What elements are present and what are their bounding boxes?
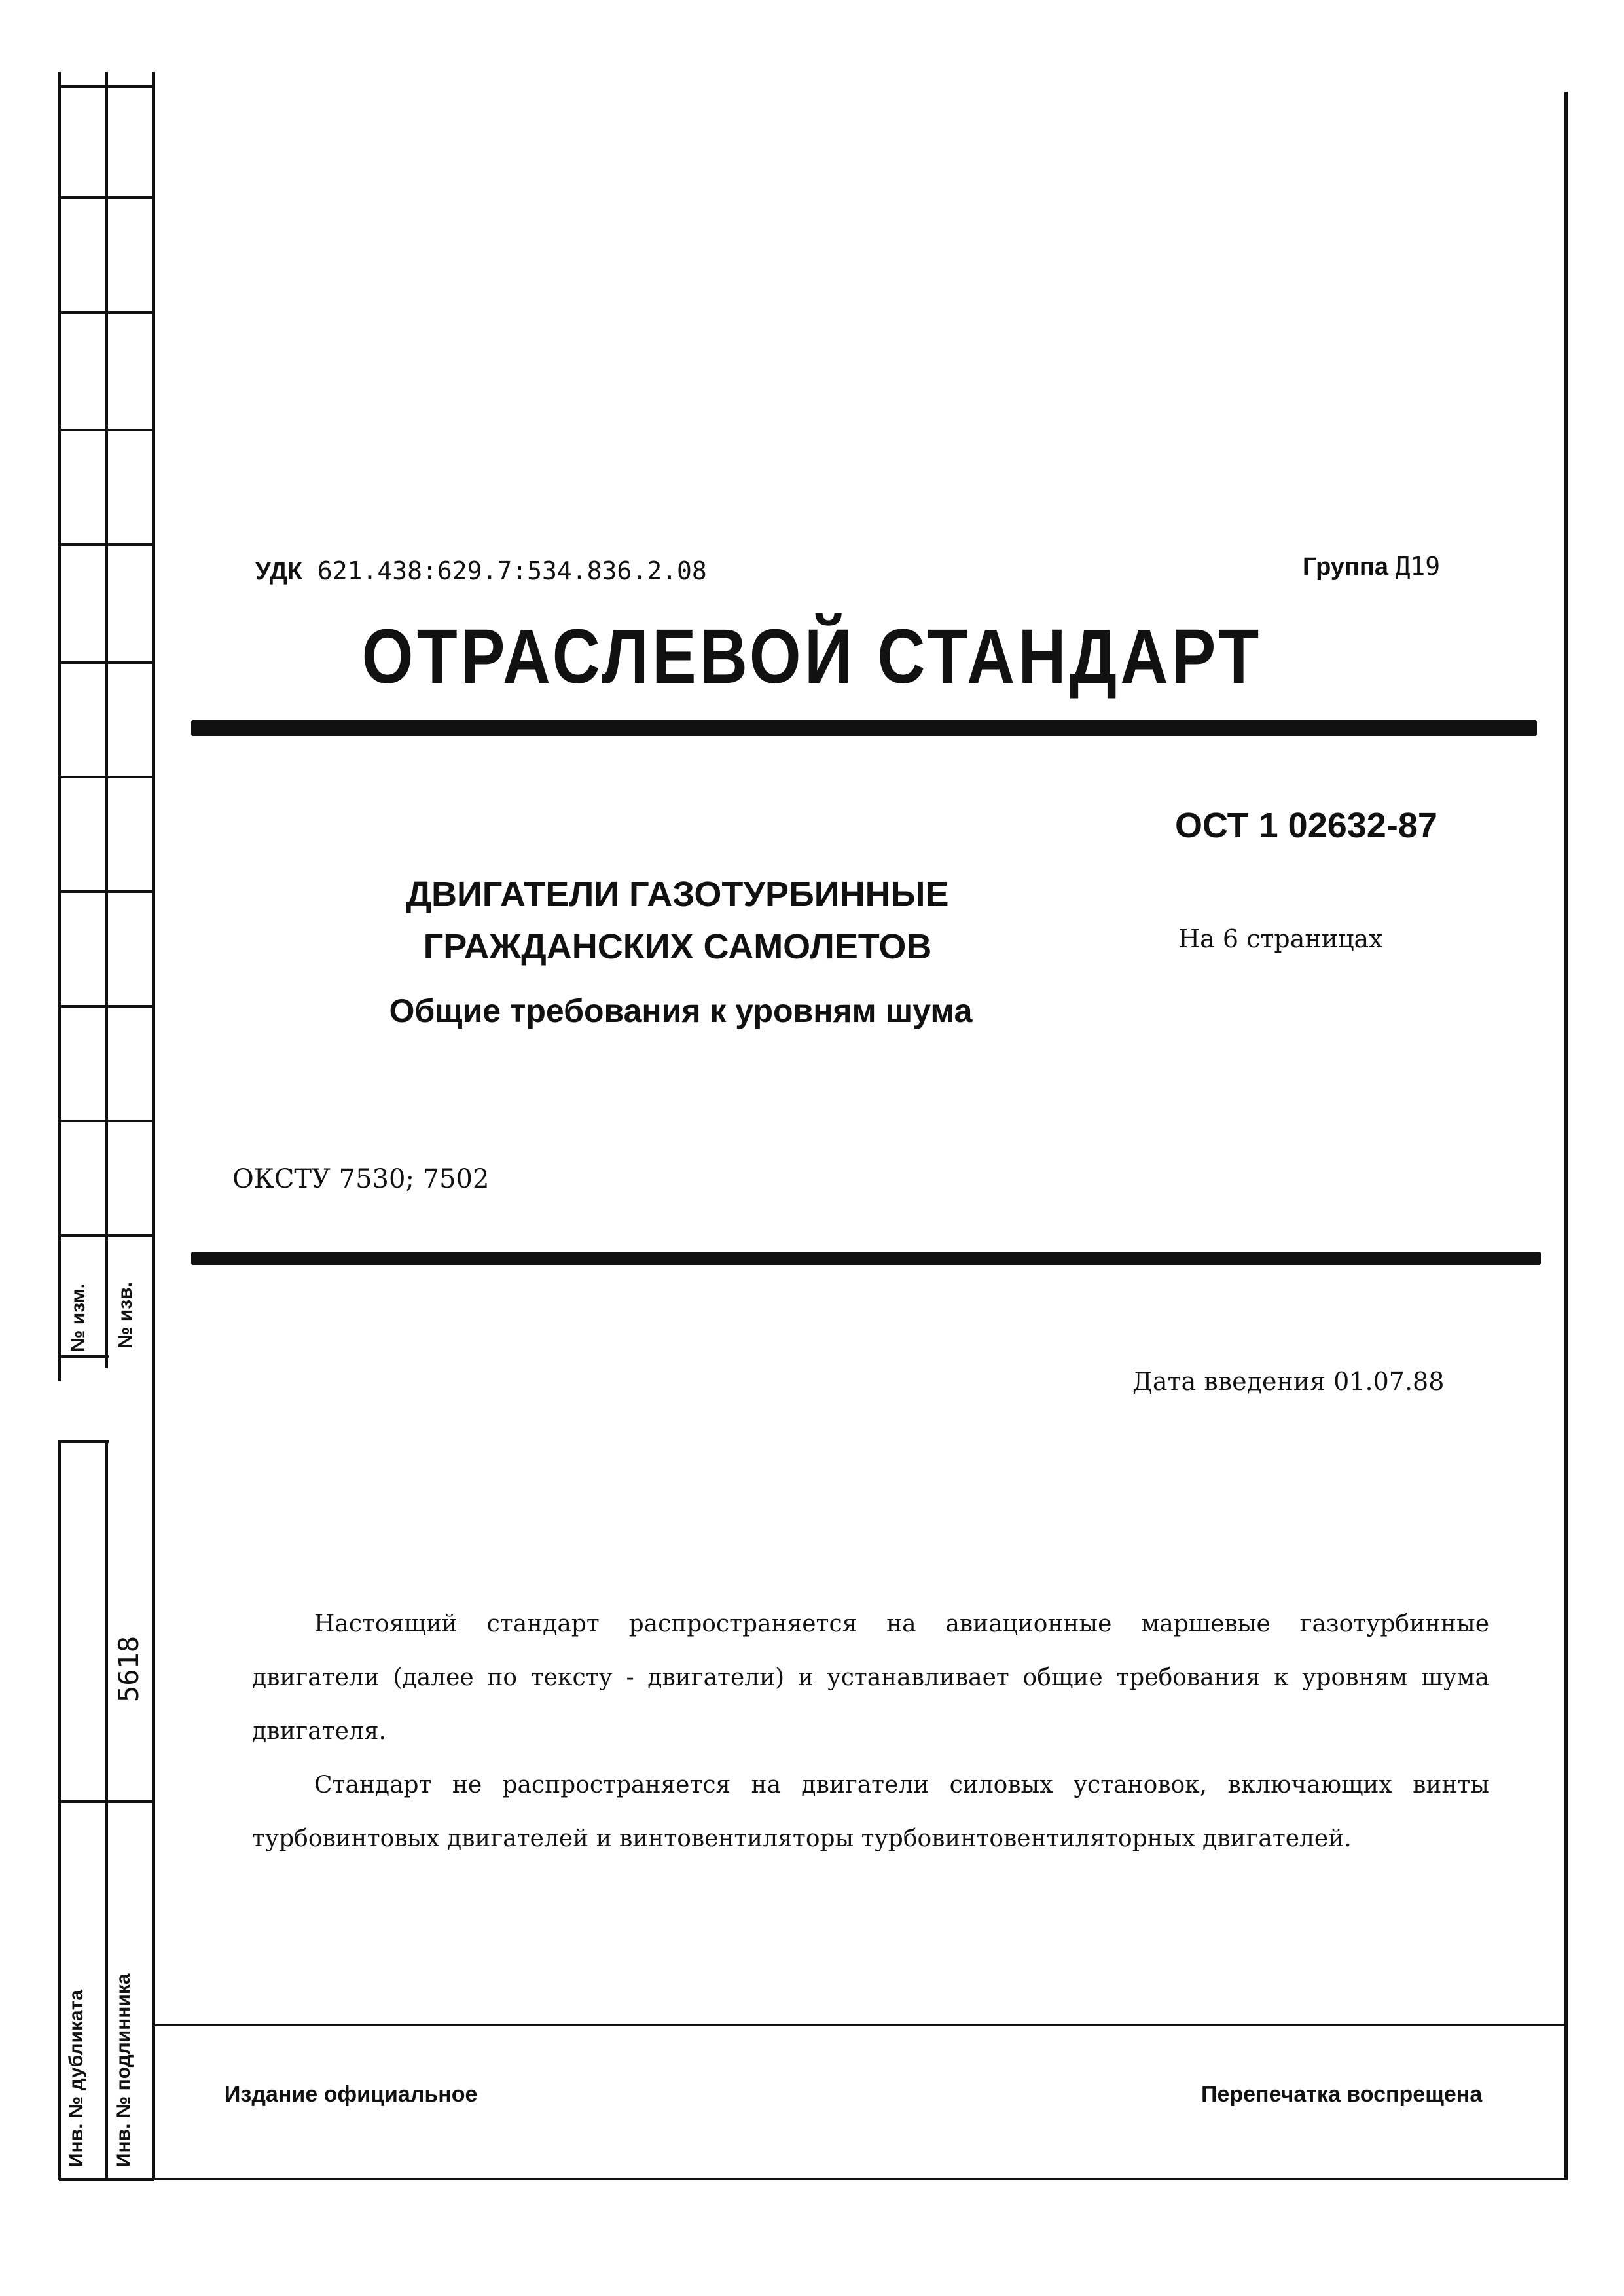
margin-cell-divider: [59, 1800, 154, 1803]
inv-original-value: 5618: [113, 1635, 145, 1702]
margin-cell-divider: [59, 1234, 154, 1237]
margin-cell-divider: [59, 85, 154, 88]
standard-name-line1: ДВИГАТЕЛИ ГАЗОТУРБИННЫЕ: [406, 875, 949, 914]
oksty-codes: ОКСТУ 7530; 7502: [232, 1164, 490, 1194]
margin-cell-divider: [59, 1355, 109, 1358]
udk-code: 621.438:629.7:534.836.2.08: [317, 556, 707, 585]
udk-line: [255, 556, 707, 586]
frame-right-line: [1564, 92, 1568, 2180]
margin-cell-divider: [59, 196, 154, 199]
margin-line-outer: [58, 72, 61, 1381]
footer-reprint-prohibited: Перепечатка воспрещена: [1201, 2082, 1483, 2107]
margin-cell-divider: [59, 543, 154, 546]
standard-name-line2: ГРАЖДАНСКИХ САМОЛЕТОВ: [423, 927, 932, 966]
page-count: На 6 страницах: [1178, 924, 1383, 953]
footer-top-line: [152, 2024, 1566, 2026]
paragraph-exclusion: Стандарт не распространяется на двигатели силовых установок, включающих винты турбовинтовых двигателей и винтовентиляторы турбовинтовентиляторных двигателей.: [252, 1772, 1489, 1852]
title-rule: [191, 720, 1537, 736]
inv-duplicate-label: Инв. № дубликата: [65, 1989, 87, 2167]
standard-number: ОСТ 1 02632-87: [1175, 806, 1437, 845]
margin-cell-divider: [59, 1005, 154, 1008]
group-code: Д19: [1395, 552, 1441, 581]
section-rule: [191, 1252, 1541, 1265]
body-text: [252, 1597, 1489, 1866]
margin-cell-divider: [59, 776, 154, 778]
margin-cell-divider: [59, 1120, 154, 1122]
document-type-title: ОТРАСЛЕВОЙ СТАНДАРТ: [361, 613, 1263, 700]
paragraph-scope: Настоящий стандарт распространяется на авиационные маршевые газотурбинные двигатели (далее по тексту - двигатели) и устанавливает общие требования к уровням шума двигателя.: [252, 1611, 1489, 1745]
change-number-label: № изм.: [67, 1283, 89, 1352]
frame-bottom-line: [58, 2178, 1568, 2180]
margin-cell-divider: [59, 311, 154, 314]
udk-label: УДК: [255, 558, 302, 585]
margin-line-middle-lower: [105, 1440, 108, 2180]
group-label: Группа: [1303, 553, 1388, 581]
standard-subtitle: Общие требования к уровням шума: [389, 993, 973, 1029]
inv-original-label: Инв. № подлинника: [113, 1973, 134, 2167]
notice-number-label: № изв.: [115, 1282, 136, 1349]
margin-cell-divider: [59, 429, 154, 431]
introduction-date: Дата введения 01.07.88: [1132, 1367, 1445, 1396]
margin-line-outer-lower: [58, 1440, 61, 2180]
margin-line-middle: [105, 72, 108, 1368]
group-line: [1303, 552, 1440, 581]
margin-cell-divider: [59, 1440, 109, 1443]
footer-official-edition: Издание официальное: [225, 2082, 478, 2107]
margin-cell-divider: [59, 890, 154, 893]
margin-line-inner: [152, 72, 155, 2180]
